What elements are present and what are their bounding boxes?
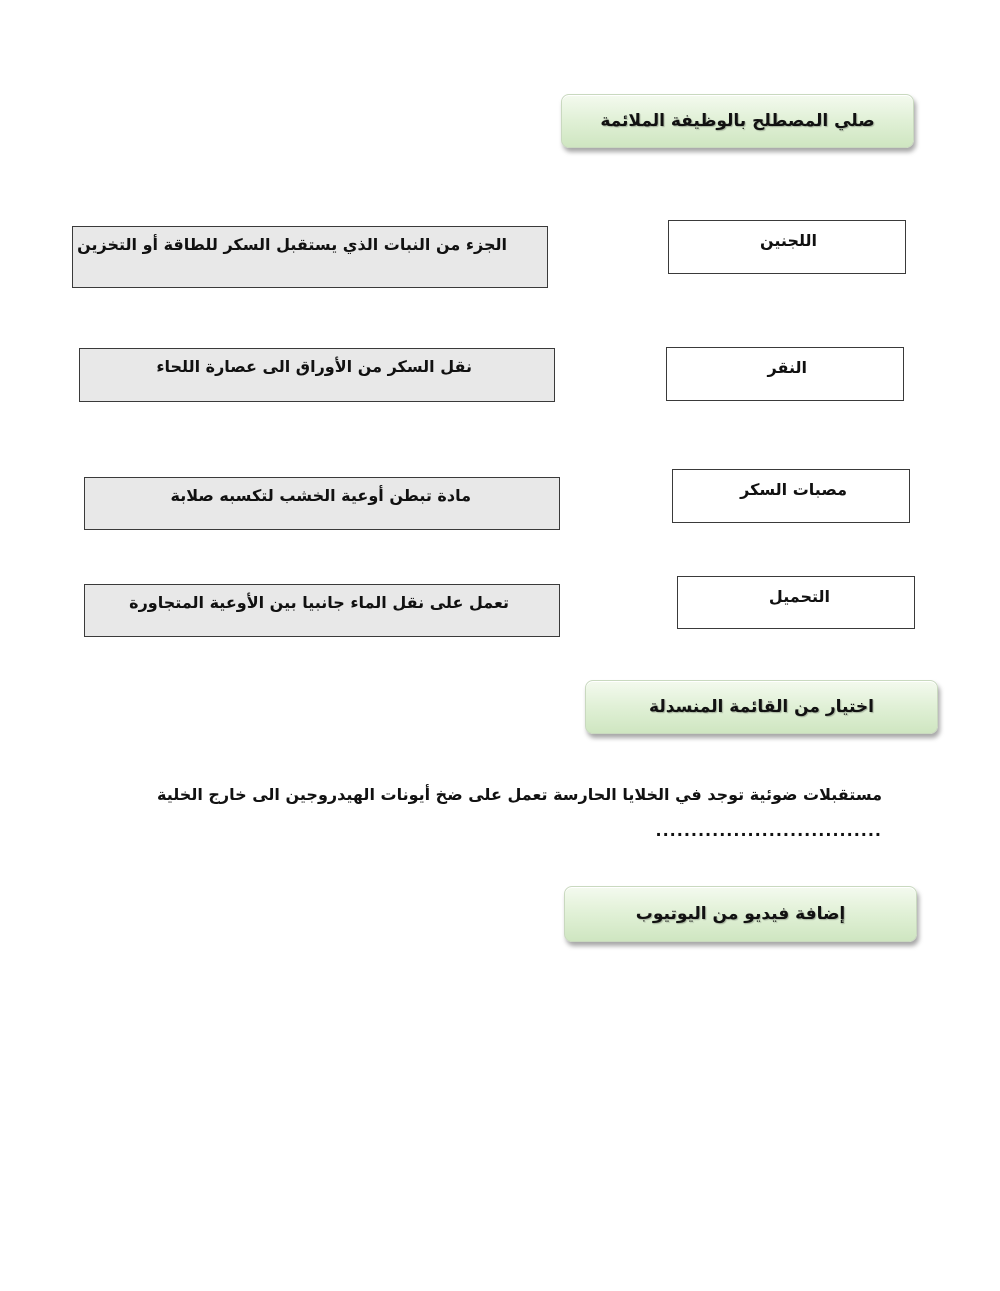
definition-text-3: مادة تبطن أوعية الخشب لتكسبه صلابة xyxy=(170,486,471,505)
matching-section-title: صلي المصطلح بالوظيفة الملائمة xyxy=(600,111,875,131)
dropdown-question-text: مستقبلات ضوئية توجد في الخلايا الحارسة تعمل على ضخ أيونات الهيدروجين الى خارج الخلية xyxy=(157,785,882,804)
definition-box-1[interactable] xyxy=(72,226,548,288)
definition-text-2: نقل السكر من الأوراق الى عصارة اللحاء xyxy=(156,357,472,376)
definition-box-3[interactable] xyxy=(84,477,560,530)
youtube-section-title: إضافة فيديو من اليوتيوب xyxy=(635,904,846,924)
matching-section-header xyxy=(561,94,914,148)
term-box-3[interactable] xyxy=(672,469,910,523)
definition-box-4[interactable] xyxy=(84,584,560,637)
term-box-2[interactable] xyxy=(666,347,904,401)
dropdown-question xyxy=(120,777,882,849)
dropdown-section-title: اختيار من القائمة المنسدلة xyxy=(649,697,874,717)
youtube-section-header xyxy=(564,886,917,942)
term-box-1[interactable] xyxy=(668,220,906,274)
term-text-2: النقر xyxy=(767,358,807,377)
term-box-4[interactable] xyxy=(677,576,915,629)
term-text-3: مصبات السكر xyxy=(740,480,847,499)
term-text-4: التحميل xyxy=(768,587,830,606)
definition-text-4: تعمل على نقل الماء جانبيا بين الأوعية المتجاورة xyxy=(129,593,509,612)
definition-text-1: الجزء من النبات الذي يستقبل السكر للطاقة أو التخزين xyxy=(77,235,507,254)
dropdown-section-header xyxy=(585,680,938,734)
term-text-1: اللجنين xyxy=(759,231,817,250)
definition-box-2[interactable] xyxy=(79,348,555,402)
dropdown-answer-blank[interactable]: ................................ xyxy=(655,821,882,840)
